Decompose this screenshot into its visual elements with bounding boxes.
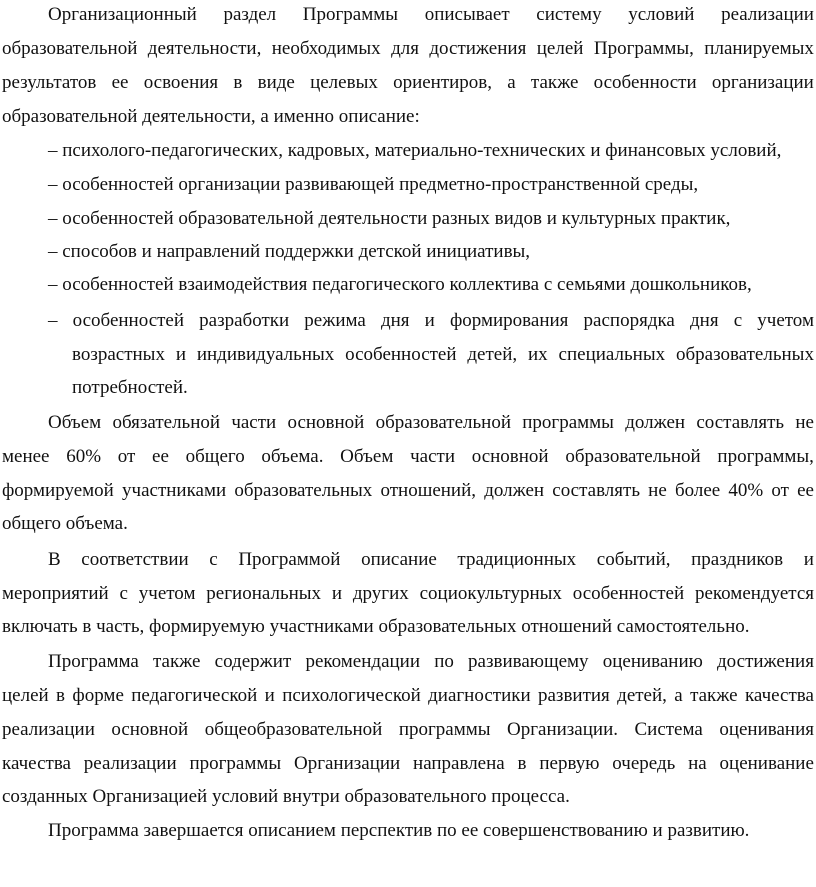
- word: деятельности,: [147, 38, 262, 59]
- word: содержит: [214, 651, 292, 672]
- word: и: [331, 583, 343, 604]
- word: не: [648, 480, 667, 501]
- word: Организации: [293, 753, 401, 774]
- word: части: [231, 412, 277, 433]
- list-item: – особенностей организации развивающей предметно-пространственной среды,: [48, 174, 699, 195]
- paragraph-3-line-2: [2, 582, 814, 606]
- word: первую: [539, 753, 600, 774]
- word: мероприятий: [2, 583, 109, 604]
- word: достижения: [429, 38, 527, 59]
- word: для: [391, 38, 419, 59]
- word: ее: [152, 446, 169, 467]
- word: составлять: [696, 412, 785, 433]
- word: –: [48, 310, 58, 331]
- paragraph-2-line-2: [2, 445, 814, 469]
- word: с: [119, 583, 128, 604]
- word: и: [175, 344, 186, 365]
- word: организации: [711, 72, 814, 93]
- word: оценивание: [719, 753, 814, 774]
- word: направлена: [413, 753, 505, 774]
- word: реализации: [721, 4, 814, 25]
- word: качества: [2, 753, 71, 774]
- word: Объем: [340, 446, 394, 467]
- word: распорядка: [583, 310, 675, 331]
- paragraph-5-line-1: Программа завершается описанием перспектив по ее совершенствованию и развитию.: [48, 820, 750, 841]
- word: с: [733, 310, 743, 331]
- word: основной: [287, 412, 365, 433]
- word: участниками: [122, 480, 227, 501]
- word: и: [264, 685, 275, 706]
- word: особенностей: [572, 583, 685, 604]
- list-item-last-line-3: потребностей.: [72, 377, 188, 398]
- word: ее: [797, 480, 814, 501]
- paragraph-2-line-1: [48, 411, 814, 435]
- word: режима: [304, 310, 366, 331]
- list-item-last-line-1: [48, 309, 814, 333]
- word: Система: [634, 719, 703, 740]
- word: образовательной: [2, 38, 138, 59]
- word: форме: [72, 685, 124, 706]
- word: основной: [471, 446, 549, 467]
- word: учетом: [138, 583, 196, 604]
- word: от: [771, 480, 789, 501]
- word: раздел: [223, 4, 277, 25]
- word: реализации: [2, 719, 95, 740]
- word: региональных: [206, 583, 322, 604]
- word: образовательных: [234, 480, 373, 501]
- word: 60%: [66, 446, 102, 467]
- word: целевых: [310, 72, 378, 93]
- paragraph-1-line-1: [48, 3, 814, 27]
- paragraph-1-line-4: образовательной деятельности, а именно описание:: [2, 106, 420, 127]
- word: по: [434, 651, 454, 672]
- word: событий,: [596, 549, 671, 570]
- word: систему: [536, 4, 602, 25]
- word: основной: [111, 719, 189, 740]
- word: программы: [189, 753, 282, 774]
- word: соответствии: [81, 549, 189, 570]
- word: общего: [185, 446, 245, 467]
- word: программы,: [717, 446, 814, 467]
- word: результатов: [2, 72, 97, 93]
- word: особенности: [593, 72, 697, 93]
- word: специальных: [558, 344, 666, 365]
- word: и: [424, 310, 435, 331]
- word: необходимых: [271, 38, 381, 59]
- word: оценивания: [719, 719, 814, 740]
- word: в: [56, 685, 66, 706]
- word: детей,: [467, 344, 518, 365]
- word: дня: [380, 310, 410, 331]
- word: оцениванию: [602, 651, 703, 672]
- word: особенностей: [72, 310, 185, 331]
- paragraph-3-line-3: включать в часть, формируемую участниками образовательных отношений самостоятельно.: [2, 616, 750, 637]
- word: разработки: [199, 310, 290, 331]
- word: описывает: [424, 4, 510, 25]
- word: а: [507, 72, 516, 93]
- word: Организации.: [507, 719, 618, 740]
- word: с: [209, 549, 218, 570]
- word: праздников: [691, 549, 784, 570]
- word: планируемых: [704, 38, 814, 59]
- word: очередь: [612, 753, 676, 774]
- word: части: [410, 446, 455, 467]
- word: учетом: [757, 310, 814, 331]
- word: детей,: [617, 685, 667, 706]
- word: Программы,: [593, 38, 694, 59]
- word: диагностики: [428, 685, 531, 706]
- word: особенностей: [345, 344, 457, 365]
- word: образовательных: [675, 344, 814, 365]
- word: социокультурных: [419, 583, 562, 604]
- word: формируемой: [2, 480, 114, 501]
- paragraph-1-line-3: [2, 71, 814, 95]
- word: более: [674, 480, 721, 501]
- word: в: [517, 753, 527, 774]
- word: развивающему: [468, 651, 589, 672]
- paragraph-4-line-1: [48, 650, 814, 674]
- list-item: – психолого-педагогических, кадровых, материально-технических и финансовых условий,: [48, 140, 782, 161]
- word: ее: [111, 72, 129, 93]
- word: их: [528, 344, 548, 365]
- word: программы: [522, 412, 614, 433]
- word: обязательной: [112, 412, 221, 433]
- word: индивидуальных: [196, 344, 335, 365]
- paragraph-2-line-4: общего объема.: [2, 513, 128, 534]
- word: программы: [398, 719, 491, 740]
- word: виде: [257, 72, 295, 93]
- word: образовательной: [565, 446, 701, 467]
- word: Организационный: [48, 4, 197, 25]
- word: также: [152, 651, 201, 672]
- word: педагогической: [131, 685, 258, 706]
- word: от: [117, 446, 136, 467]
- word: освоения: [143, 72, 219, 93]
- word: не: [795, 412, 814, 433]
- word: качества: [744, 685, 814, 706]
- word: объема.: [261, 446, 324, 467]
- word: Программы: [302, 4, 399, 25]
- word: и: [803, 549, 814, 570]
- word: других: [352, 583, 409, 604]
- word: Объем: [48, 412, 102, 433]
- word: дня: [690, 310, 719, 331]
- list-item-last-line-2: [72, 343, 814, 367]
- word: традиционных: [457, 549, 577, 570]
- word: психологической: [282, 685, 421, 706]
- word: а: [674, 685, 683, 706]
- word: рекомендуется: [694, 583, 814, 604]
- word: общеобразовательной: [204, 719, 383, 740]
- word: также: [530, 72, 579, 93]
- word: должен: [484, 480, 545, 501]
- word: менее: [2, 446, 50, 467]
- word: в: [233, 72, 243, 93]
- word: отношений,: [380, 480, 477, 501]
- word: развития: [538, 685, 610, 706]
- word: Программа: [48, 651, 139, 672]
- word: достижения: [717, 651, 814, 672]
- word: формирования: [449, 310, 569, 331]
- paragraph-1-line-2: [2, 37, 814, 61]
- paragraph-3-line-1: [48, 548, 814, 572]
- paragraph-4-line-2: [2, 684, 814, 708]
- paragraph-4-line-3: [2, 718, 814, 742]
- list-item: – способов и направлений поддержки детской инициативы,: [48, 241, 531, 262]
- word: должен: [625, 412, 686, 433]
- list-item: – особенностей взаимодействия педагогического коллектива с семьями дошкольников,: [48, 274, 752, 295]
- word: образовательной: [375, 412, 511, 433]
- word: также: [690, 685, 738, 706]
- word: реализации: [83, 753, 177, 774]
- word: условий: [628, 4, 695, 25]
- paragraph-4-line-5: созданных Организацией условий внутри образовательного процесса.: [2, 786, 570, 807]
- word: целей: [536, 38, 584, 59]
- word: В: [48, 549, 61, 570]
- word: целей: [2, 685, 49, 706]
- word: описание: [361, 549, 437, 570]
- paragraph-4-line-4: [2, 752, 814, 776]
- paragraph-2-line-3: [2, 479, 814, 503]
- word: составлять: [552, 480, 640, 501]
- word: 40%: [728, 480, 764, 501]
- word: на: [688, 753, 707, 774]
- word: ориентиров,: [393, 72, 493, 93]
- word: Программой: [238, 549, 341, 570]
- list-item: – особенностей образовательной деятельности разных видов и культурных практик,: [48, 208, 731, 229]
- word: рекомендации: [305, 651, 421, 672]
- word: возрастных: [72, 344, 165, 365]
